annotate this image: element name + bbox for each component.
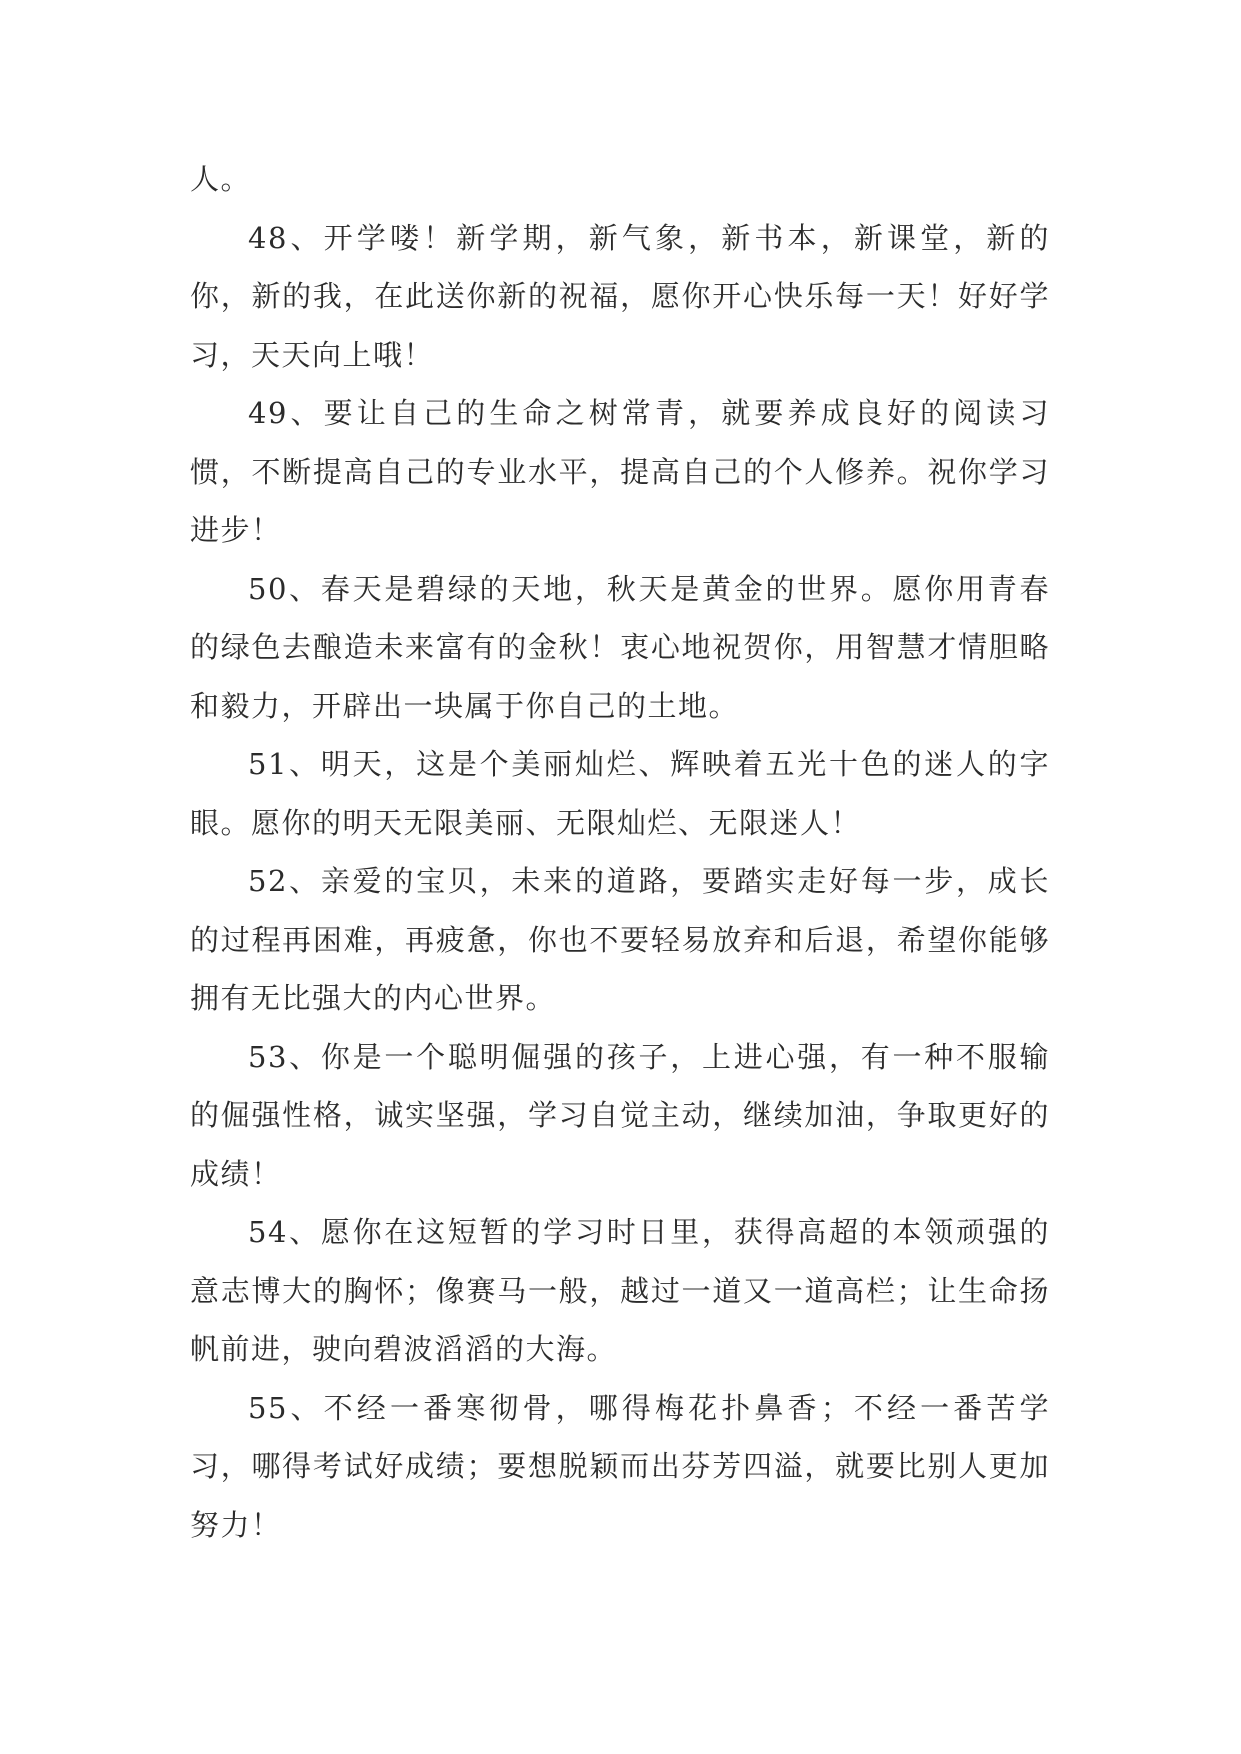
paragraph-50: 50、春天是碧绿的天地，秋天是黄金的世界。愿你用青春的绿色去酿造未来富有的金秋！衷心地祝贺你，用智慧才情胆略和毅力，开辟出一块属于你自己的土地。 [190, 571, 1050, 723]
paragraph-48: 48、开学喽！新学期，新气象，新书本，新课堂，新的你，新的我，在此送你新的祝福，愿你开心快乐每一天！好好学习，天天向上哦！ [190, 220, 1050, 372]
paragraph-52: 52、亲爱的宝贝，未来的道路，要踏实走好每一步，成长的过程再困难，再疲惫，你也不要轻易放弃和后退，希望你能够拥有无比强大的内心世界。 [190, 864, 1050, 1015]
document-body [190, 150, 1050, 1554]
paragraph-49: 49、要让自己的生命之树常青，就要养成良好的阅读习惯，不断提高自己的专业水平，提高自己的个人修养。祝你学习进步！ [190, 396, 1050, 547]
paragraph-55: 55、不经一番寒彻骨，哪得梅花扑鼻香；不经一番苦学习，哪得考试好成绩；要想脱颖而出芬芳四溢，就要比别人更加努力！ [190, 1390, 1050, 1542]
paragraph-51: 51、明天，这是个美丽灿烂、辉映着五光十色的迷人的字眼。愿你的明天无限美丽、无限灿烂、无限迷人！ [190, 747, 1050, 840]
paragraph-54: 54、愿你在这短暂的学习时日里，获得高超的本领顽强的意志博大的胸怀；像赛马一般，越过一道又一道高栏；让生命扬帆前进，驶向碧波滔滔的大海。 [190, 1215, 1050, 1366]
paragraph-continuation: 人。 [190, 162, 252, 196]
paragraph-53: 53、你是一个聪明倔强的孩子，上进心强，有一种不服输的倔强性格，诚实坚强，学习自觉主动，继续加油，争取更好的成绩！ [190, 1039, 1050, 1191]
